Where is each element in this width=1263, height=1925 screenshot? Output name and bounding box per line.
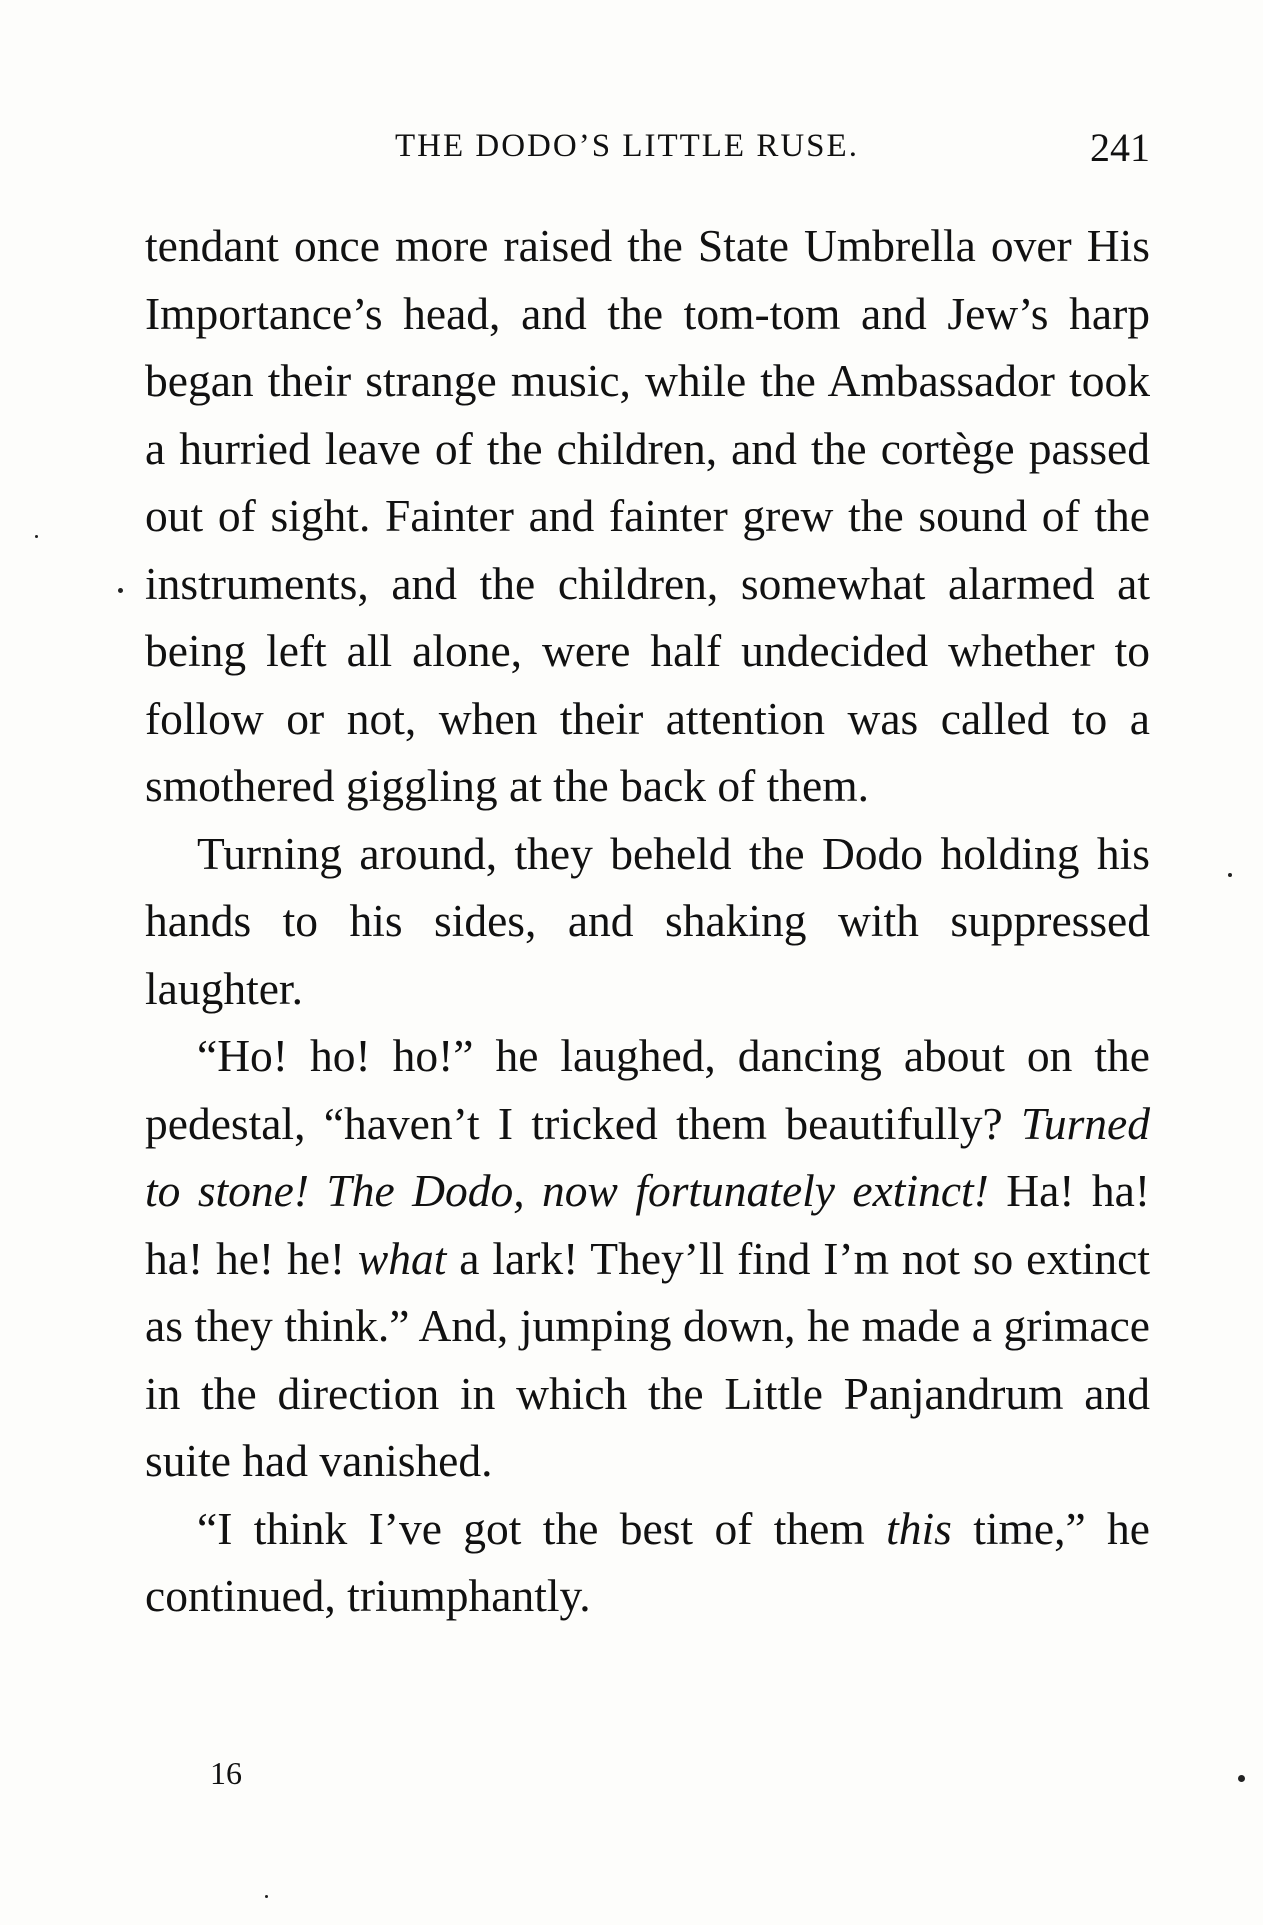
scan-speck [1228, 873, 1232, 877]
scan-speck [1238, 1775, 1245, 1782]
paragraph [145, 820, 1150, 1023]
paragraph [145, 1022, 1150, 1495]
italic-text: Turned to stone! The Dodo, now fortunately extinct! [145, 1097, 1150, 1216]
italic-text: what [357, 1232, 447, 1284]
running-head-title: THE DODO’S LITTLE RUSE. [395, 128, 859, 164]
text-run: a lark! They’ll find I’m not so extinct as they think.” And, jumping down, he made a grimace in the direction in which the Little Panjandrum and suite had vanished. [145, 1232, 1150, 1486]
text-run: tendant once more raised the State Umbrella over His Importance’s head, and the tom-tom and Jew’s harp began their strange music, while the Ambassador took a hurried leave of the children, and the cortège passed out of sight. Fainter and fainter grew the sound of the instruments, and the children, somewhat alarmed at being left all alone, were half undecided whether to follow or not, when their attention was called to a smothered giggling at the back of them. [145, 220, 1150, 811]
page-number: 241 [1090, 125, 1150, 170]
italic-text: this [886, 1502, 952, 1554]
scan-speck [35, 535, 38, 538]
text-run: time,” he continued, triumphantly. [145, 1502, 1150, 1621]
scan-speck [118, 588, 123, 593]
paragraph [145, 212, 1150, 820]
text-run: “I think I’ve got the best of them [197, 1502, 887, 1554]
running-head [145, 125, 1150, 178]
paragraph [145, 1495, 1150, 1630]
body-text [145, 212, 1150, 1630]
text-run: Ha! ha! ha! he! he! [145, 1165, 1150, 1284]
signature-mark: 16 [210, 1755, 242, 1791]
text-run: “Ho! ho! ho!” he laughed, dancing about on the pedestal, “haven’t I tricked them beautifully? [145, 1030, 1150, 1149]
text-run: Turning around, they beheld the Dodo holding his hands to his sides, and shaking with suppressed laughter. [145, 827, 1150, 1014]
scan-speck [265, 1895, 268, 1898]
